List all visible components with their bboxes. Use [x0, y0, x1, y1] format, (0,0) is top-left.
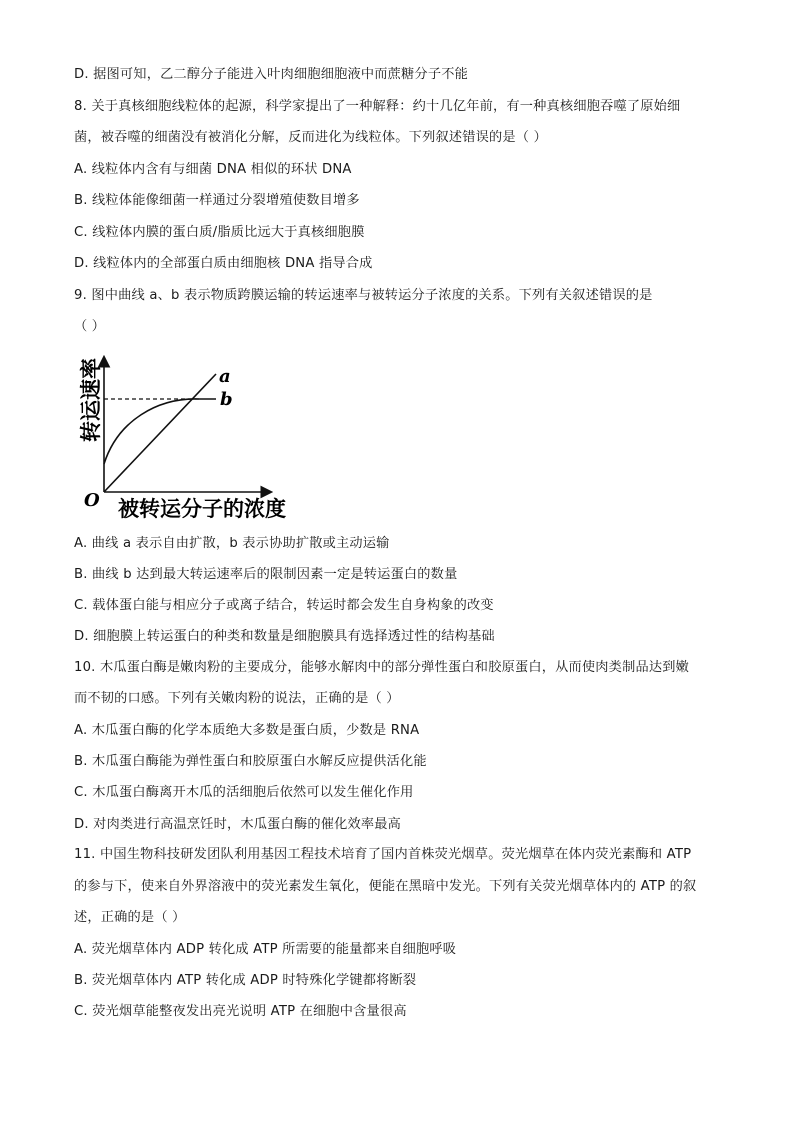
- x-axis-label: 被转运分子的浓度: [118, 497, 286, 521]
- text-line: A. 线粒体内含有与细菌 DNA 相似的环状 DNA: [74, 162, 352, 177]
- text-line: 述，正确的是（ ）: [74, 910, 186, 925]
- text-line: C. 线粒体内膜的蛋白质/脂质比远大于真核细胞膜: [74, 225, 365, 240]
- text-line: A. 荧光烟草体内 ADP 转化成 ATP 所需要的能量都来自细胞呼吸: [74, 942, 457, 957]
- text-line: 而不韧的口感。下列有关嫩肉粉的说法，正确的是（ ）: [74, 691, 400, 706]
- curve-b: [104, 399, 216, 464]
- text-line: 9. 图中曲线 a、b 表示物质跨膜运输的转运速率与被转运分子浓度的关系。下列有关叙述错误的是: [74, 288, 653, 303]
- y-axis-label: 转运速率: [79, 358, 103, 442]
- origin-label: O: [84, 490, 100, 511]
- text-line: （ ）: [74, 319, 106, 334]
- text-line: A. 木瓜蛋白酶的化学本质绝大多数是蛋白质，少数是 RNA: [74, 723, 420, 738]
- text-line: 菌，被吞噬的细菌没有被消化分解，反而进化为线粒体。下列叙述错误的是（ ）: [74, 130, 547, 145]
- text-line: C. 荧光烟草能整夜发出亮光说明 ATP 在细胞中含量很高: [74, 1004, 407, 1019]
- curve-b-label: b: [220, 389, 233, 410]
- text-line: A. 曲线 a 表示自由扩散，b 表示协助扩散或主动运输: [74, 536, 390, 551]
- text-line: C. 木瓜蛋白酶离开木瓜的活细胞后依然可以发生催化作用: [74, 785, 414, 800]
- text-line: B. 荧光烟草体内 ATP 转化成 ADP 时特殊化学键都将断裂: [74, 973, 417, 988]
- text-line: D. 对肉类进行高温烹饪时，木瓜蛋白酶的催化效率最高: [74, 817, 402, 832]
- text-line: D. 细胞膜上转运蛋白的种类和数量是细胞膜具有选择透过性的结构基础: [74, 629, 495, 644]
- text-line: 的参与下，使来自外界溶液中的荧光素发生氧化，便能在黑暗中发光。下列有关荧光烟草体内的 ATP 的叙: [74, 879, 697, 894]
- text-line: B. 曲线 b 达到最大转运速率后的限制因素一定是转运蛋白的数量: [74, 567, 458, 582]
- text-line: 8. 关于真核细胞线粒体的起源，科学家提出了一种解释：约十几亿年前，有一种真核细胞吞噬了原始细: [74, 99, 681, 114]
- text-line: B. 线粒体能像细菌一样通过分裂增殖使数目增多: [74, 193, 360, 208]
- text-line: C. 载体蛋白能与相应分子或离子结合，转运时都会发生自身构象的改变: [74, 598, 494, 613]
- text-line: D. 线粒体内的全部蛋白质由细胞核 DNA 指导合成: [74, 256, 373, 271]
- text-line: B. 木瓜蛋白酶能为弹性蛋白和胶原蛋白水解反应提供活化能: [74, 754, 427, 769]
- transport-rate-figure: [70, 352, 310, 527]
- text-line: D. 据图可知，乙二醇分子能进入叶肉细胞细胞液中而蔗糖分子不能: [74, 67, 468, 82]
- curve-a-label: a: [219, 366, 231, 387]
- text-line: 11. 中国生物科技研发团队利用基因工程技术培育了国内首株荧光烟草。荧光烟草在体内荧光素酶和 ATP: [74, 847, 692, 862]
- text-line: 10. 木瓜蛋白酶是嫩肉粉的主要成分，能够水解肉中的部分弹性蛋白和胶原蛋白，从而使肉类制品达到嫩: [74, 660, 690, 675]
